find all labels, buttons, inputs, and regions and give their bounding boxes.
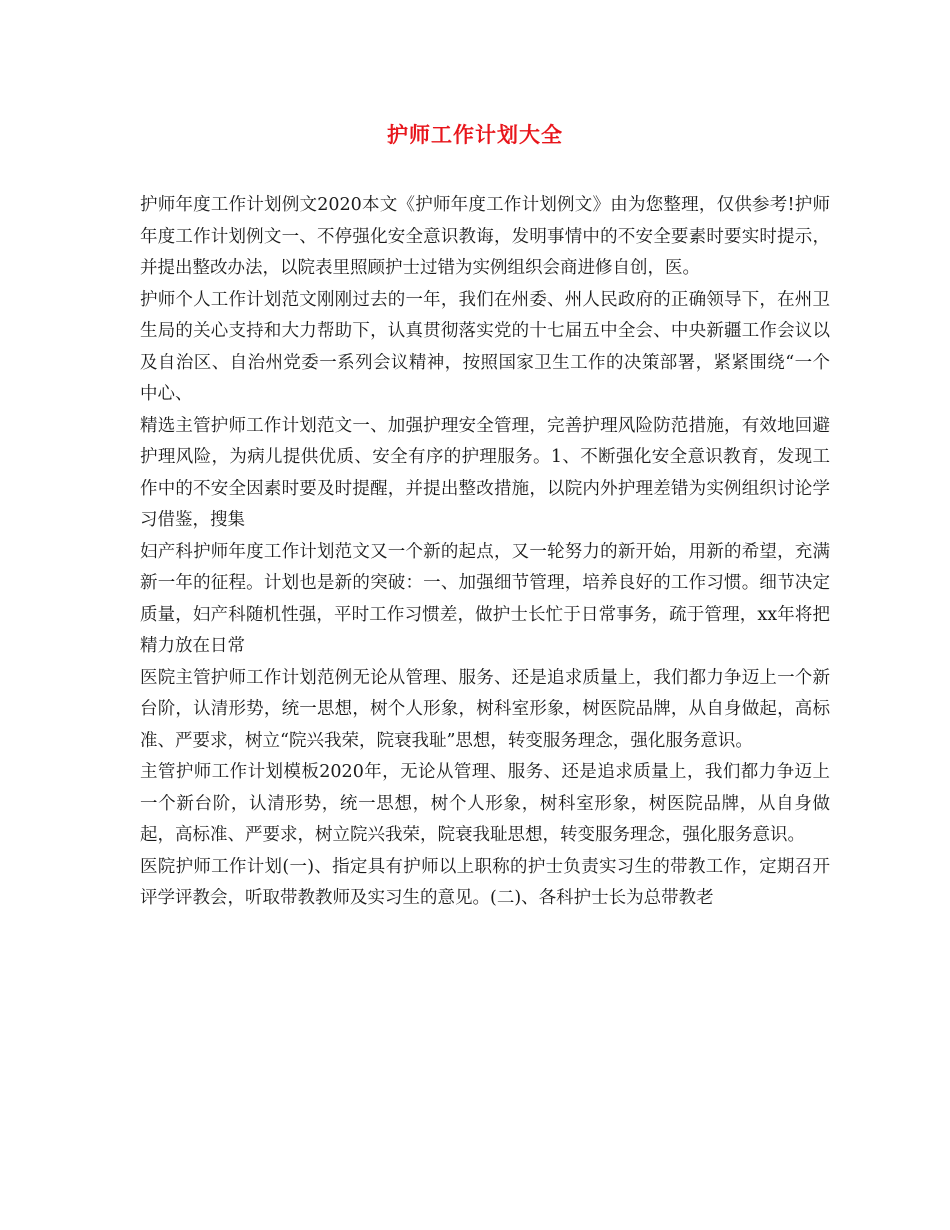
document-body: [140, 190, 830, 915]
paragraph-3: 精选主管护师工作计划范文一、加强护理安全管理，完善护理风险防范措施，有效地回避护理风险，为病儿提供优质、安全有序的护理服务。1、不断强化安全意识教育，发现工作中的不安全因素时要及时提醒，并提出整改措施，以院内外护理差错为实例组织讨论学习借鉴，搜集: [140, 415, 830, 530]
paragraph-6: 主管护师工作计划模板2020年，无论从管理、服务、还是追求质量上，我们都力争迈上一个新台阶，认清形势，统一思想，树个人形象，树科室形象，树医院品牌，从自身做起，高标准、严要求，树立院兴我荣，院衰我耻思想，转变服务理念，强化服务意识。: [140, 762, 830, 845]
paragraph-5: 医院主管护师工作计划范例无论从管理、服务、还是追求质量上，我们都力争迈上一个新台阶，认清形势，统一思想，树个人形象，树科室形象，树医院品牌，从自身做起，高标准、严要求，树立“院兴我荣，院衰我耻”思想，转变服务理念，强化服务意识。: [140, 667, 830, 751]
paragraph-2: 护师个人工作计划范文刚刚过去的一年，我们在州委、州人民政府的正确领导下，在州卫生局的关心支持和大力帮助下，认真贯彻落实党的十七届五中全会、中央新疆工作会议以及自治区、自治州党委一系列会议精神，按照国家卫生工作的决策部署，紧紧围绕“一个中心、: [140, 289, 830, 404]
paragraph-1: 护师年度工作计划例文2020本文《护师年度工作计划例文》由为您整理，仅供参考!护师年度工作计划例文一、不停强化安全意识教诲，发明事情中的不安全要素时要实时提示，并提出整改办法，以院表里照顾护士过错为实例组织会商进修自创，医。: [140, 195, 830, 278]
paragraph-7: 医院护师工作计划(一)、指定具有护师以上职称的护士负责实习生的带教工作，定期召开评学评教会，听取带教教师及实习生的意见。(二)、各科护士长为总带教老: [140, 856, 830, 908]
document-title: 护师工作计划大全: [387, 123, 563, 147]
paragraph-4: 妇产科护师年度工作计划范文又一个新的起点，又一轮努力的新开始，用新的希望，充满新一年的征程。计划也是新的突破：一、加强细节管理，培养良好的工作习惯。细节决定质量，妇产科随机性强，平时工作习惯差，做护士长忙于日常事务，疏于管理，xx年将把精力放在日常: [140, 541, 830, 656]
